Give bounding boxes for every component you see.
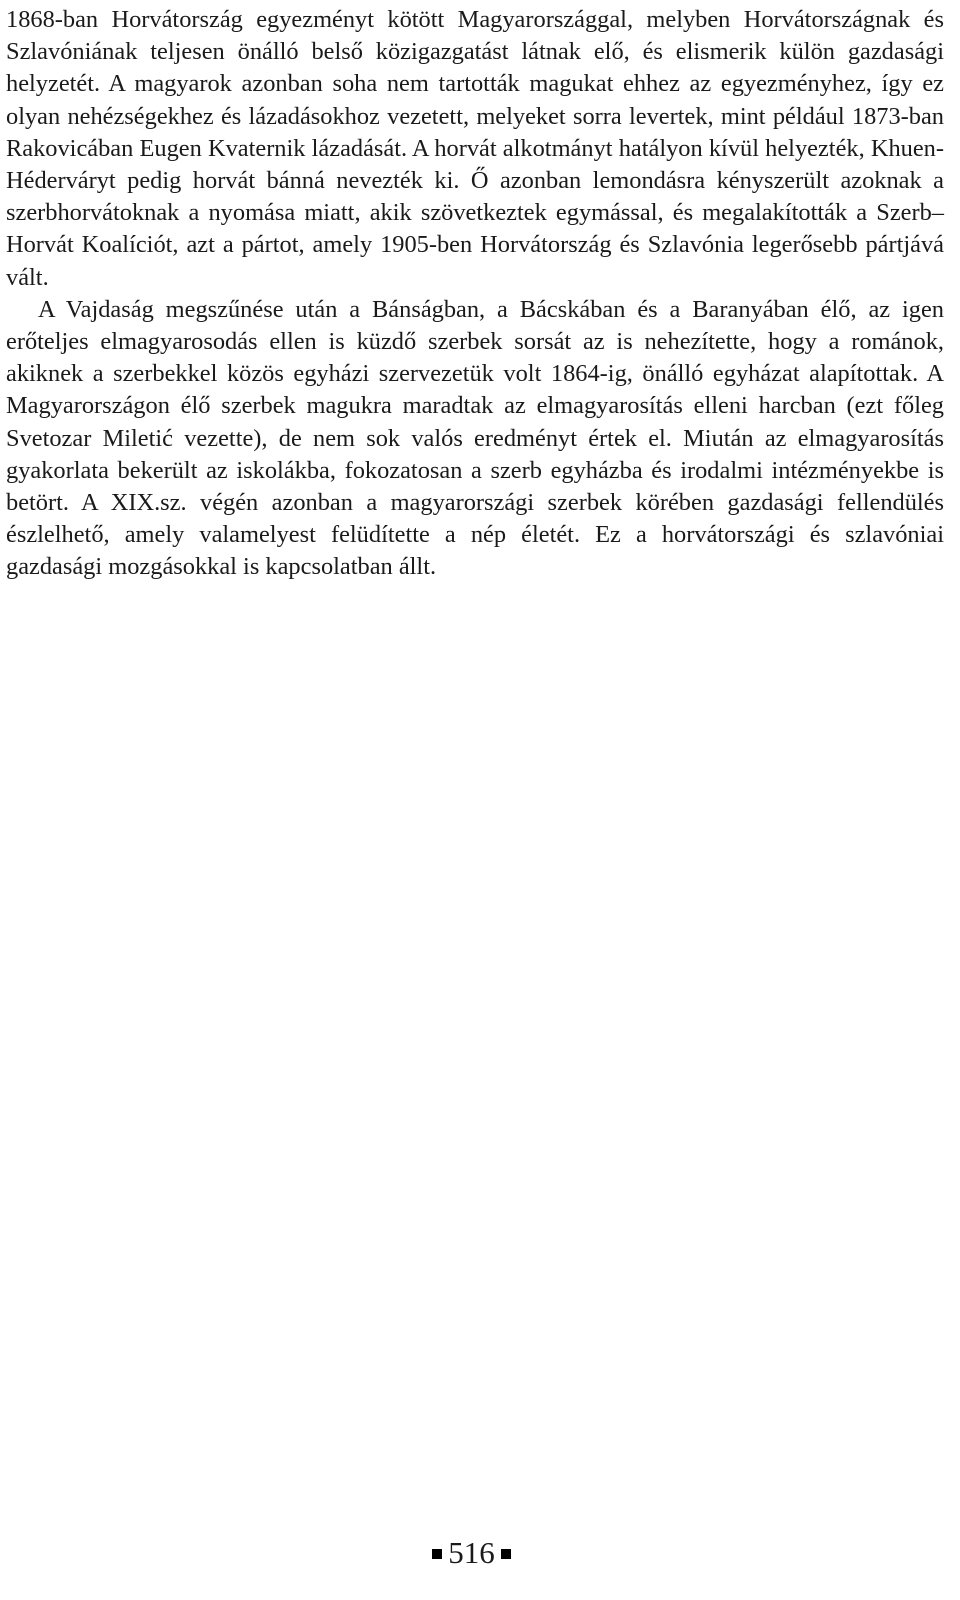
page-number: 516 (448, 1535, 495, 1570)
body-text (6, 4, 944, 584)
right-square-ornament (501, 1549, 511, 1559)
paragraph-1: 1868-ban Horvátország egyezményt kötött Magyarországgal, melyben Horvátországnak és Szlavóniának teljesen önálló belső közigazgatást látnak elő, és elismerik külön gazdasági helyzetét. A magyarok azonban soha nem tartották magukat ehhez az egyezményhez, így ez olyan nehézségekhez és lázadásokhoz vezetett, melyeket sorra levertek, mint például 1873-ban Rakovicában Eugen Kvaternik lázadását. A horvát alkotmányt hatályon kívül helyezték, Khuen-Héderváryt pedig horvát bánná nevezték ki. Ő azonban lemondásra kényszerült azoknak a szerbhorvátoknak a nyomása miatt, akik szövetkeztek egymással, és megalakították a Szerb–Horvát Koalíciót, azt a pártot, amely 1905-ben Horvátország és Szlavónia legerősebb pártjává vált. (6, 6, 944, 291)
left-square-ornament (432, 1549, 442, 1559)
paragraph-2: A Vajdaság megszűnése után a Bánságban, a Bácskában és a Baranyában élő, az igen erőteljes elmagyarosodás ellen is küzdő szerbek sorsát az is nehezítette, hogy a románok, akiknek a szerbekkel közös egyházi szervezetük volt 1864-ig, önálló egyházat alapítottak. A Magyarországon élő szerbek magukra maradtak az elmagyarosítás elleni harcban (ezt főleg Svetozar Miletić vezette), de nem sok valós eredményt értek el. Miután az elmagyarosítás gyakorlata bekerült az iskolákba, fokozatosan a szerb egyházba és irodalmi intézményekbe is betört. A XIX.sz. végén azonban a magyarországi szerbek körében gazdasági fellendülés észlelhető, amely valamelyest felüdítette a nép életét. Ez a horvátországi és szlavóniai gazdasági mozgásokkal is kapcsolatban állt. (6, 295, 944, 581)
page-footer (0, 1533, 943, 1573)
